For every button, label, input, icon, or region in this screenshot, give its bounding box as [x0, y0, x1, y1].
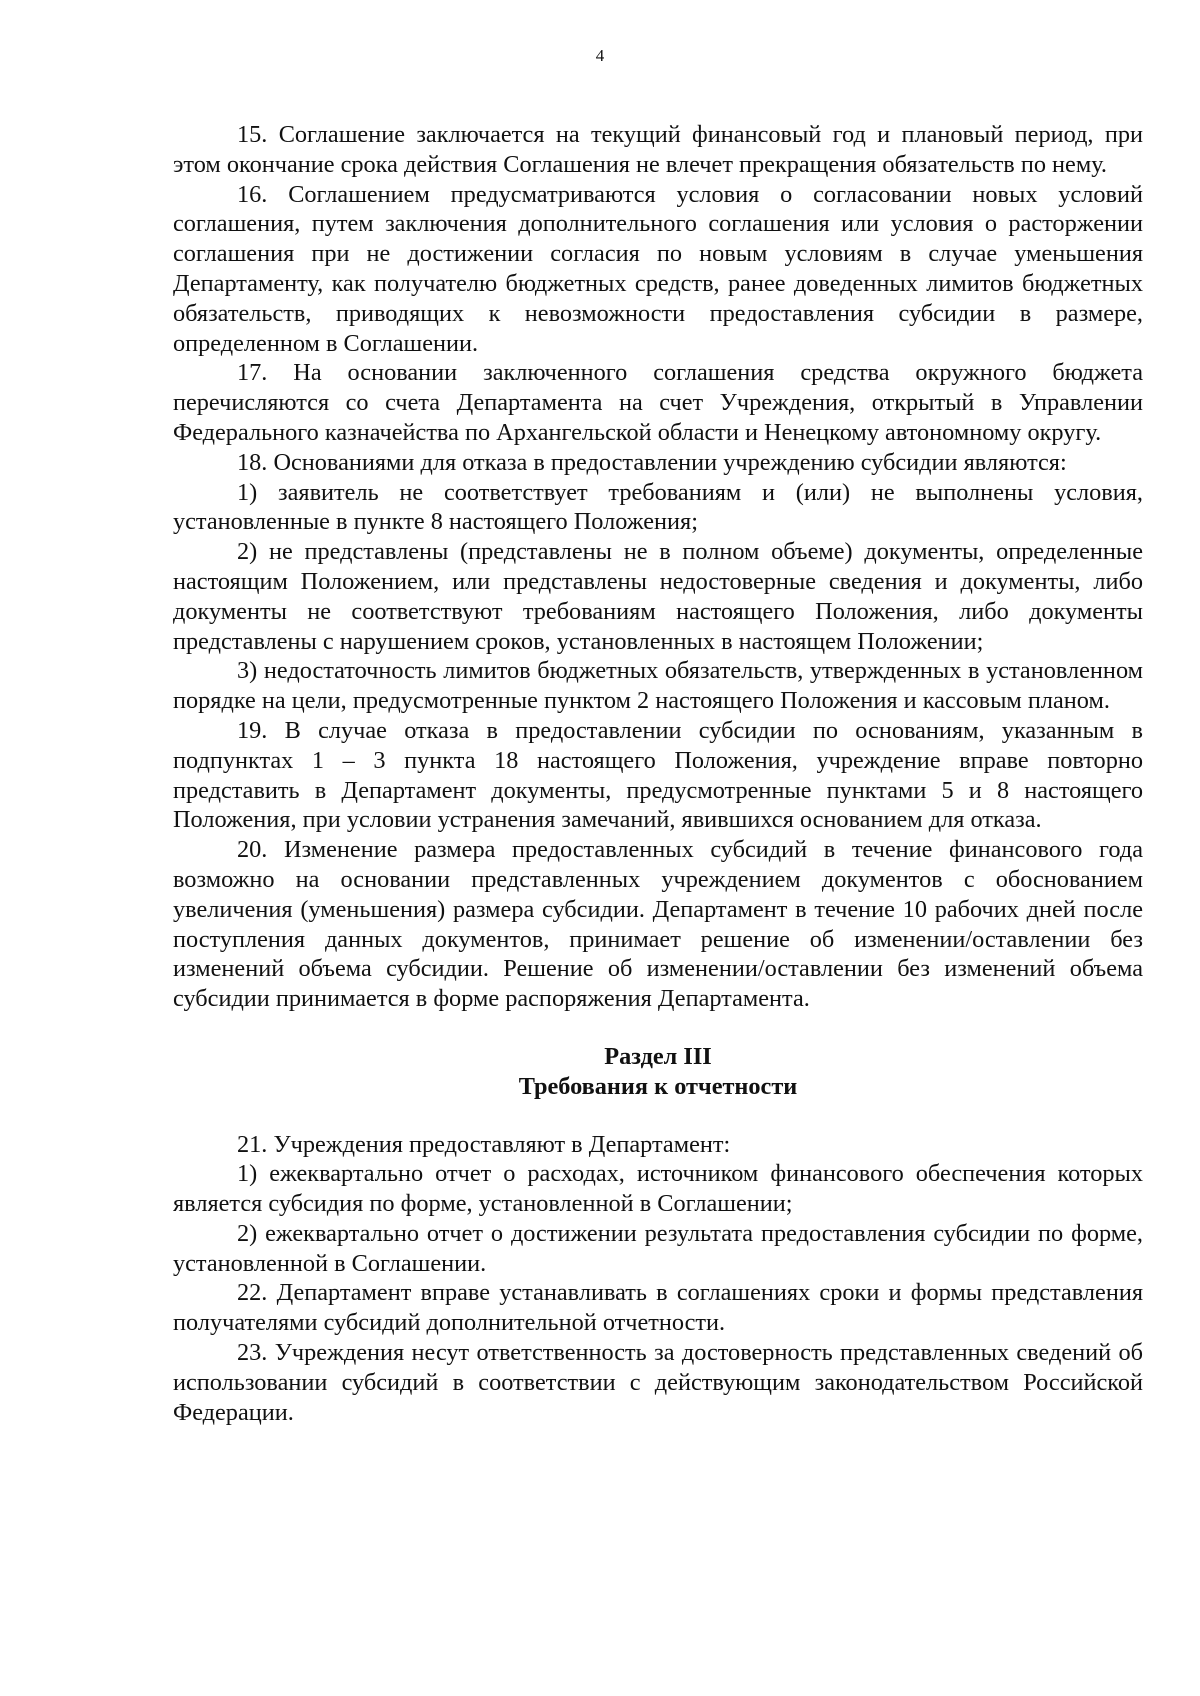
page-number: 4	[595, 46, 605, 65]
paragraph-18-item-1: 1) заявитель не соответствует требованиям и (или) не выполнены условия, установленные в пункте 8 настоящего Положения;	[173, 478, 1143, 536]
paragraph-18: 18. Основаниями для отказа в предоставлении учреждению субсидии являются:	[237, 448, 1067, 476]
paragraph-21: 21. Учреждения предоставляют в Департамент:	[237, 1130, 731, 1158]
paragraph-20: 20. Изменение размера предоставленных субсидий в течение финансового года возможно на основании представленных учреждением документов с обоснованием увеличения (уменьшения) размера субсидии. Департамент в течение 10 рабочих дней после поступления данных документов, принимает решение об изменении/оставлении без изменений объема субсидии. Решение об изменении/оставлении без изменений объема субсидии принимается в форме распоряжения Департамента.	[173, 836, 1143, 1013]
paragraph-15: 15. Соглашение заключается на текущий финансовый год и плановый период, при этом окончание срока действия Соглашения не влечет прекращения обязательств по нему.	[173, 121, 1143, 178]
paragraph-21-item-2: 2) ежеквартально отчет о достижении результата предоставления субсидии по форме, установленной в Соглашении.	[173, 1219, 1143, 1277]
section-heading	[173, 1042, 1143, 1102]
section-title: Требования к отчетности	[518, 1072, 798, 1100]
paragraph-21-item-1: 1) ежеквартально отчет о расходах, источником финансового обеспечения которых является субсидия по форме, установленной в Соглашении;	[173, 1160, 1143, 1218]
paragraph-19: 19. В случае отказа в предоставлении субсидии по основаниям, указанным в подпунктах 1 – 3 пункта 18 настоящего Положения, учреждение вправе повторно представить в Департамент документы, предусмотренные пунктами 5 и 8 настоящего Положения, при условии устранения замечаний, явившихся основанием для отказа.	[173, 716, 1143, 834]
paragraph-16: 16. Соглашением предусматриваются условия о согласовании новых условий соглашения, путем заключения дополнительного соглашения или условия о расторжении соглашения при не достижении согласия по новым условиям в случае уменьшения Департаменту, как получателю бюджетных средств, ранее доведенных лимитов бюджетных обязательств, приводящих к невозможности предоставления субсидии в размере, определенном в Соглашении.	[173, 180, 1143, 357]
paragraph-22: 22. Департамент вправе устанавливать в соглашениях сроки и формы представления получателями субсидий дополнительной отчетности.	[173, 1279, 1143, 1337]
section-number: Раздел III	[604, 1042, 712, 1070]
document-body	[173, 120, 1143, 1427]
paragraph-23: 23. Учреждения несут ответственность за достоверность представленных сведений об использовании субсидий в соответствии с действующим законодательством Российской Федерации.	[173, 1339, 1143, 1426]
paragraph-17: 17. На основании заключенного соглашения средства окружного бюджета перечисляются со счета Департамента на счет Учреждения, открытый в Управлении Федерального казначейства по Архангельской области и Ненецкому автономному округу.	[173, 359, 1143, 446]
paragraph-18-item-3: 3) недостаточность лимитов бюджетных обязательств, утвержденных в установленном порядке на цели, предусмотренные пунктом 2 настоящего Положения и кассовым планом.	[173, 657, 1143, 715]
paragraph-18-item-2: 2) не представлены (представлены не в полном объеме) документы, определенные настоящим Положением, или представлены недостоверные сведения и документы, либо документы не соответствуют требованиям настоящего Положения, либо документы представлены с нарушением сроков, установленных в настоящем Положении;	[173, 538, 1143, 655]
